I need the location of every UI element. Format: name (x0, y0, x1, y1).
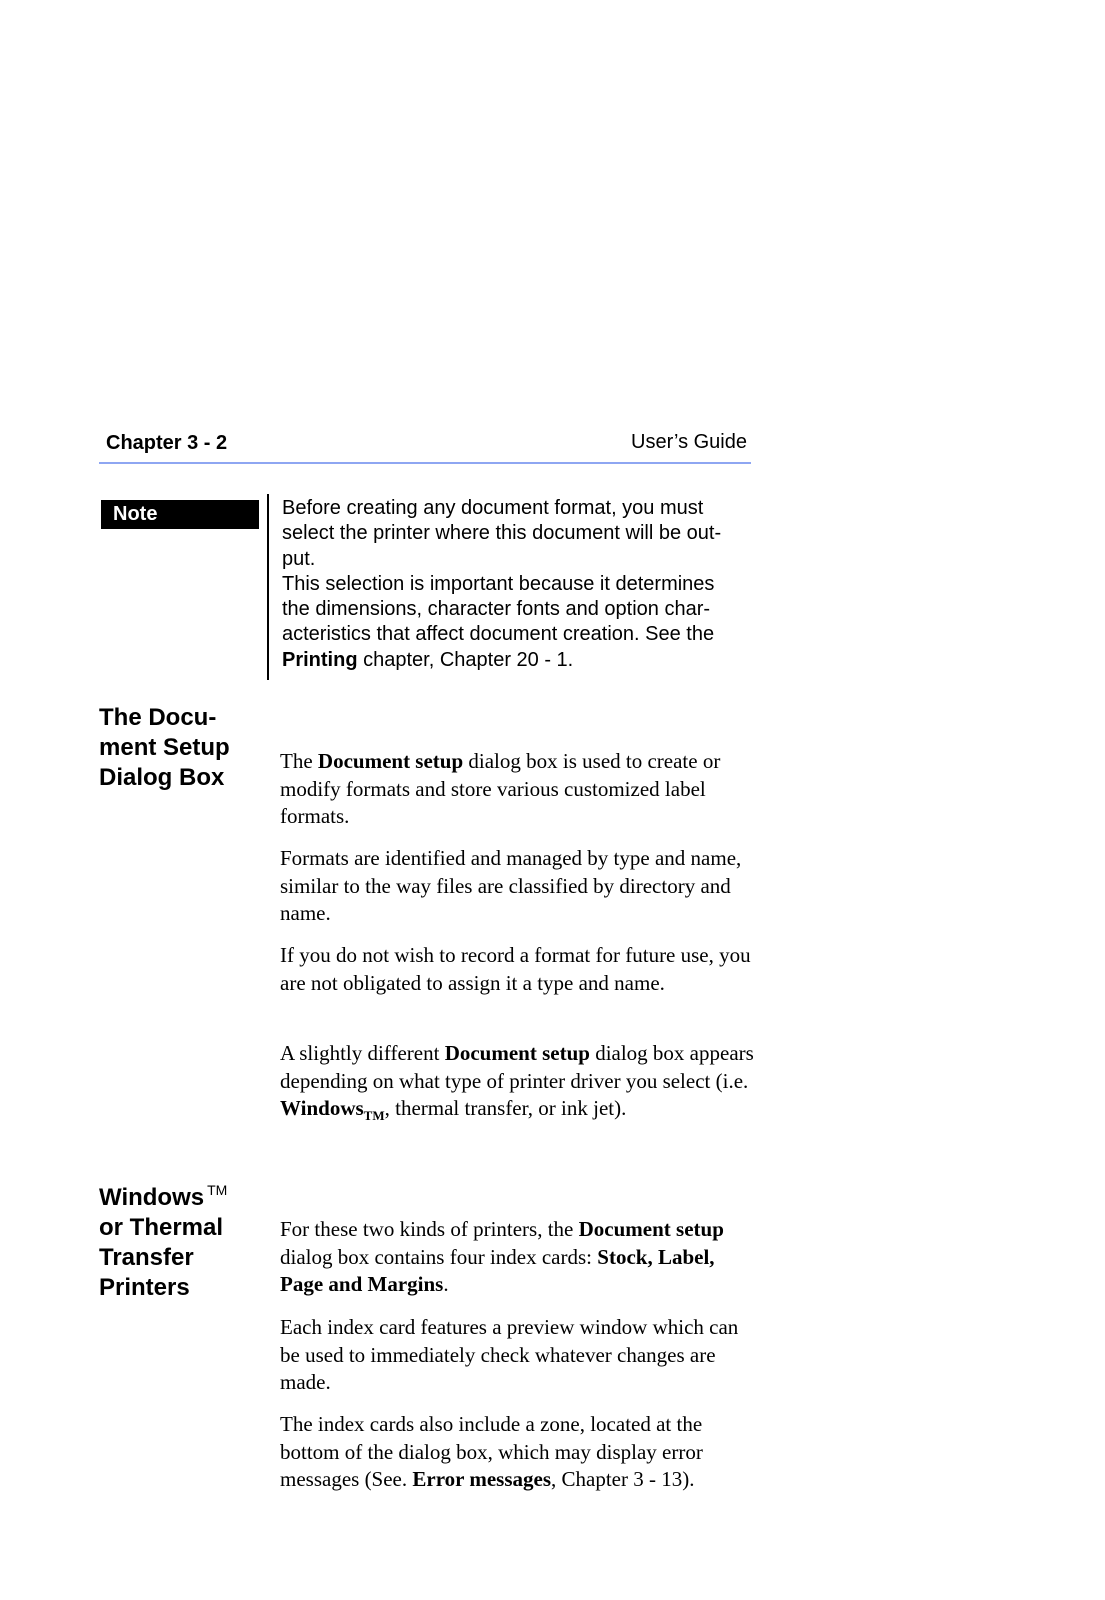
heading-line: The Docu- (99, 704, 217, 731)
note-para-2-line-2: the dimensions, character fonts and option char- (282, 598, 711, 621)
text-run: , thermal transfer, or ink jet). (384, 1096, 627, 1120)
text-run: For these two kinds of printers, the (280, 1217, 579, 1241)
heading-line: or Thermal (99, 1214, 224, 1241)
section1-para-3: If you do not wish to record a format for future use, you are not obligated to assign it a type and name. (280, 943, 751, 995)
chapter-page-number: Chapter 3 - 2 (106, 432, 228, 454)
heading-line: Printers (99, 1274, 190, 1301)
page-header (99, 428, 751, 462)
text-run: dialog box contains four index cards: (280, 1244, 598, 1269)
note-para-2 (282, 572, 762, 673)
heading-line: ment Setup (99, 734, 230, 761)
text-run: , Chapter 3 - 13). (551, 1467, 695, 1491)
section2-para-3 (280, 1411, 758, 1494)
guide-title: User’s Guide (631, 431, 747, 453)
trademark-subscript: TM (363, 1108, 385, 1123)
section-heading-windows-thermal (99, 1175, 227, 1303)
note-label: Note (101, 500, 259, 529)
section1-para-1 (280, 748, 758, 831)
printing-term: Printing (282, 648, 358, 671)
bold-term: Document setup (444, 1041, 590, 1065)
heading-line: Transfer (99, 1244, 194, 1271)
section1-para-4 (280, 1040, 758, 1130)
heading-line: Windows (99, 1184, 205, 1211)
text-run: dialog box is used to create or modify formats and store various customized label formats. (280, 749, 721, 828)
text-run: The (280, 749, 318, 773)
text-run: A slightly different (280, 1041, 445, 1065)
bold-term: Windows (280, 1096, 364, 1120)
bold-term: Error messages (412, 1467, 552, 1491)
section-heading-document-setup (99, 703, 230, 793)
note-divider (267, 494, 269, 680)
trademark-superscript: TM (207, 1182, 228, 1198)
header-divider (99, 462, 751, 464)
text-run: . (443, 1272, 449, 1296)
section1-para-2: Formats are identified and managed by type and name, similar to the way files are classified by directory and name. (280, 846, 742, 925)
note-text (282, 496, 762, 673)
section2-para-2: Each index card features a preview window which can be used to immediately check whatever changes are made. (280, 1315, 739, 1394)
bold-term: Stock, Label, Page and Margins (280, 1244, 715, 1296)
heading-line: Dialog Box (99, 764, 225, 791)
section2-para-1 (280, 1216, 758, 1299)
bold-term: Document setup (317, 749, 464, 773)
text-run: The index cards also include a zone, located at the bottom of the dialog box, which may display error messages (See. (280, 1412, 703, 1491)
note-para-2-tail: chapter, Chapter 20 - 1. (357, 648, 574, 671)
note-para-2-line-3: acteristics that affect document creation. See the (282, 623, 715, 646)
note-para-2-line-1: This selection is important because it determines (282, 572, 715, 595)
bold-term: Document setup (578, 1217, 724, 1241)
text-run: dialog box appears depending on what type of printer driver you select (i.e. (280, 1041, 754, 1093)
note-para-1: Before creating any document format, you must select the printer where this document will be out-put. (282, 497, 722, 570)
